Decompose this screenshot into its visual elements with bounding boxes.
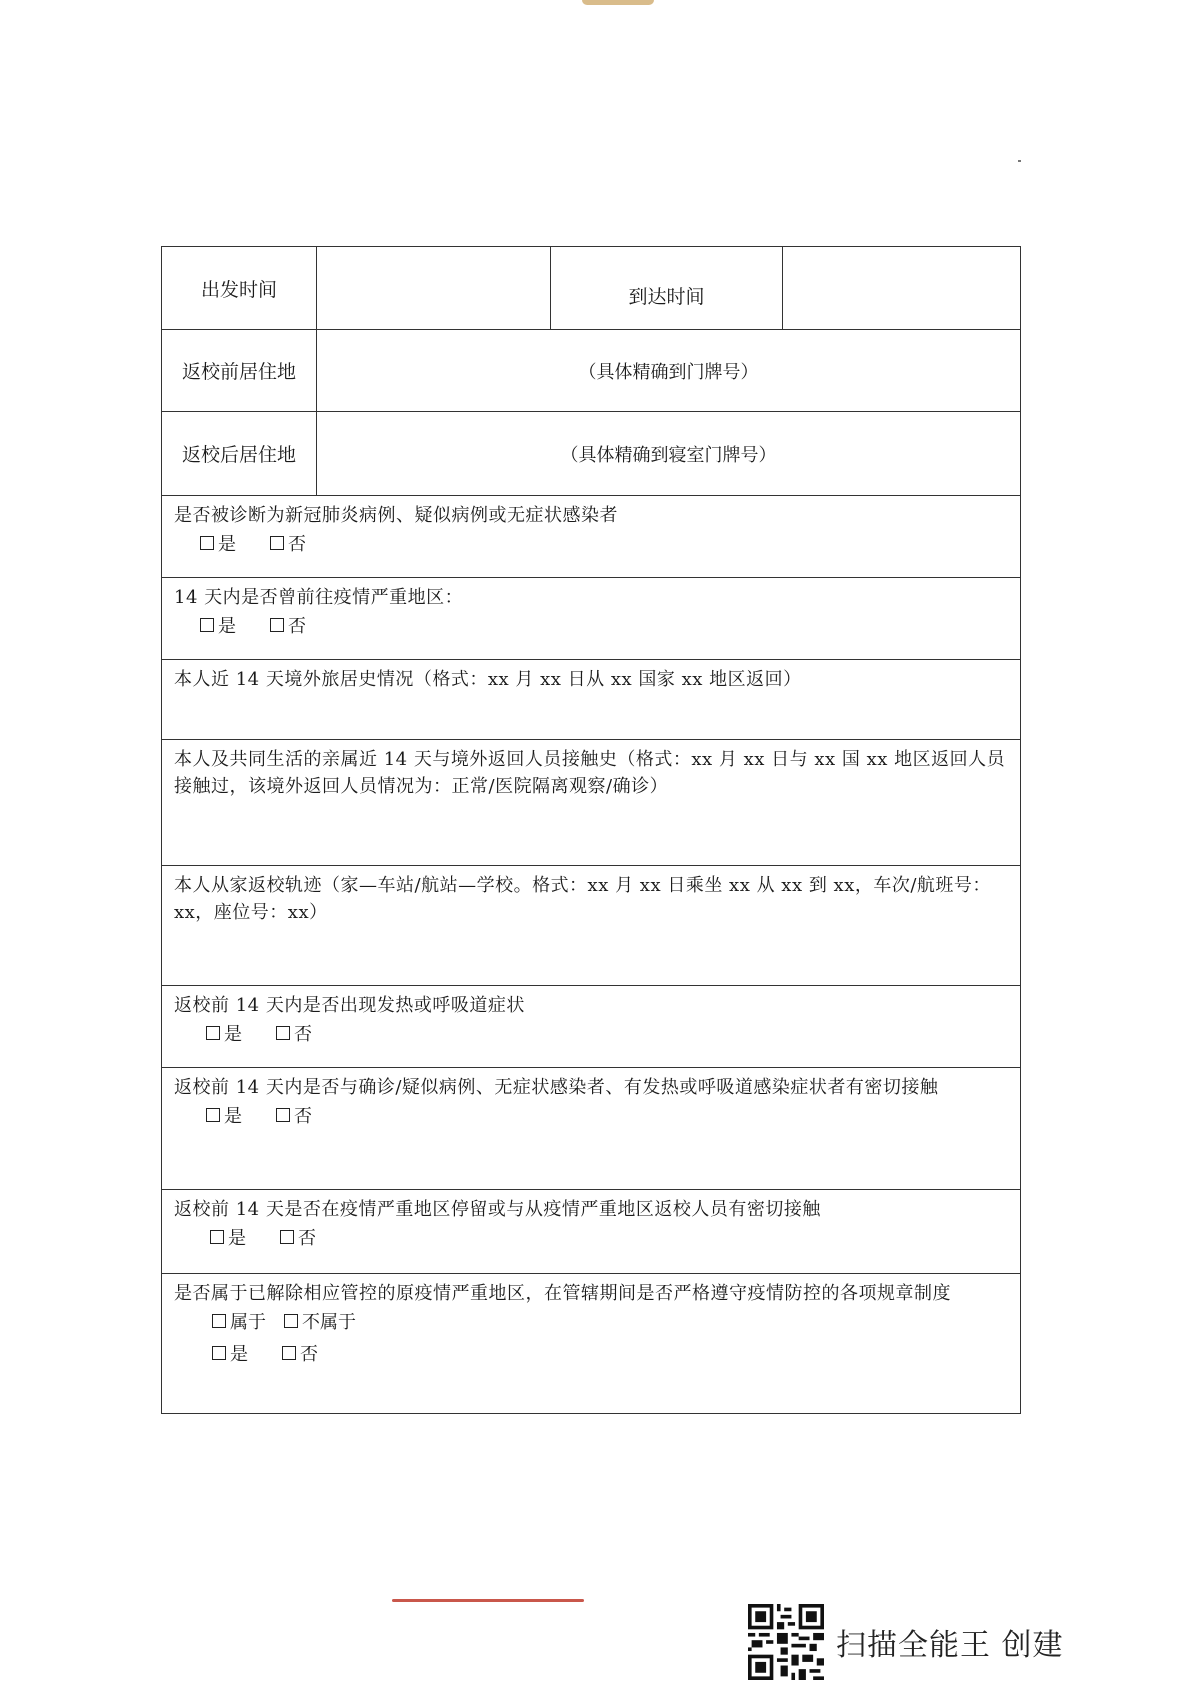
question-text: 返校前 14 天内是否与确诊/疑似病例、无症状感染者、有发热或呼吸道感染症状者有密切接触 [174, 1077, 939, 1098]
option-no[interactable]: 否 [280, 1224, 316, 1250]
question-symptoms [162, 985, 1020, 1067]
option-no[interactable]: 否 [276, 1020, 312, 1046]
option-yes[interactable]: 是 [206, 1020, 242, 1046]
option-yes[interactable]: 是 [212, 1340, 248, 1366]
option-no[interactable]: 否 [276, 1102, 312, 1128]
arrival-label: 到达时间 [550, 247, 782, 329]
option-belongs[interactable]: 属于 [212, 1308, 266, 1334]
checkbox-icon[interactable] [200, 536, 214, 550]
question-text: 本人近 14 天境外旅居史情况（格式：xx 月 xx 日从 xx 国家 xx 地区返回） [174, 669, 802, 690]
question-text: 是否属于已解除相应管控的原疫情严重地区，在管辖期间是否严格遵守疫情防控的各项规章制度 [174, 1283, 951, 1304]
checkbox-icon[interactable] [212, 1314, 226, 1328]
option-yes[interactable]: 是 [206, 1102, 242, 1128]
checkbox-icon[interactable] [276, 1108, 290, 1122]
row-travel-time [162, 247, 1020, 329]
question-lifted-control [162, 1273, 1020, 1413]
after-residence-hint[interactable]: （具体精确到寝室门牌号） [316, 412, 1020, 495]
question-text: 是否被诊断为新冠肺炎病例、疑似病例或无症状感染者 [174, 505, 618, 526]
bottom-red-mark [392, 1599, 584, 1602]
scanner-watermark [748, 1604, 1064, 1680]
arrival-value-cell[interactable] [782, 247, 1020, 329]
question-text: 14 天内是否曾前往疫情严重地区： [174, 587, 464, 608]
checkbox-icon[interactable] [212, 1346, 226, 1360]
checkbox-icon[interactable] [280, 1230, 294, 1244]
scan-speck [1018, 160, 1021, 162]
checkbox-icon[interactable] [210, 1230, 224, 1244]
question-overseas-contact[interactable] [162, 739, 1020, 865]
row-after-residence [162, 411, 1020, 495]
qr-code-icon [748, 1604, 824, 1680]
option-yes[interactable]: 是 [200, 612, 236, 638]
checkbox-icon[interactable] [206, 1108, 220, 1122]
question-text: 本人从家返校轨迹（家—车站/航站—学校。格式：xx 月 xx 日乘坐 xx 从 xx 到 xx，车次/航班号：xx，座位号：xx） [174, 875, 991, 923]
option-no[interactable]: 否 [270, 530, 306, 556]
checkbox-icon[interactable] [270, 536, 284, 550]
checkbox-icon[interactable] [200, 618, 214, 632]
before-residence-hint[interactable]: （具体精确到门牌号） [316, 330, 1020, 411]
checkbox-icon[interactable] [270, 618, 284, 632]
question-text: 返校前 14 天是否在疫情严重地区停留或与从疫情严重地区返校人员有密切接触 [174, 1199, 821, 1220]
question-text: 本人及共同生活的亲属近 14 天与境外返回人员接触史（格式：xx 月 xx 日与 xx 国 xx 地区返回人员接触过，该境外返回人员情况为：正常/医院隔离观察/确诊） [174, 749, 1006, 797]
row-before-residence [162, 329, 1020, 411]
question-close-contact [162, 1067, 1020, 1189]
before-residence-label: 返校前居住地 [181, 361, 296, 383]
question-overseas-travel[interactable] [162, 659, 1020, 739]
question-text: 返校前 14 天内是否出现发热或呼吸道症状 [174, 995, 525, 1016]
question-return-route[interactable] [162, 865, 1020, 985]
question-severe-area [162, 577, 1020, 659]
option-yes[interactable]: 是 [200, 530, 236, 556]
health-declaration-form [161, 246, 1021, 1414]
departure-label: 出发时间 [200, 278, 277, 301]
option-no[interactable]: 否 [282, 1340, 318, 1366]
question-diagnosed [162, 495, 1020, 577]
top-edge-mark [582, 0, 654, 5]
checkbox-icon[interactable] [284, 1314, 298, 1328]
option-not-belongs[interactable]: 不属于 [284, 1308, 356, 1334]
departure-value-cell[interactable] [316, 247, 550, 329]
question-severe-area-stay [162, 1189, 1020, 1273]
option-yes[interactable]: 是 [210, 1224, 246, 1250]
after-residence-label: 返校后居住地 [181, 444, 296, 466]
checkbox-icon[interactable] [282, 1346, 296, 1360]
option-no[interactable]: 否 [270, 612, 306, 638]
watermark-text: 扫描全能王 创建 [836, 1628, 1064, 1663]
checkbox-icon[interactable] [276, 1026, 290, 1040]
checkbox-icon[interactable] [206, 1026, 220, 1040]
